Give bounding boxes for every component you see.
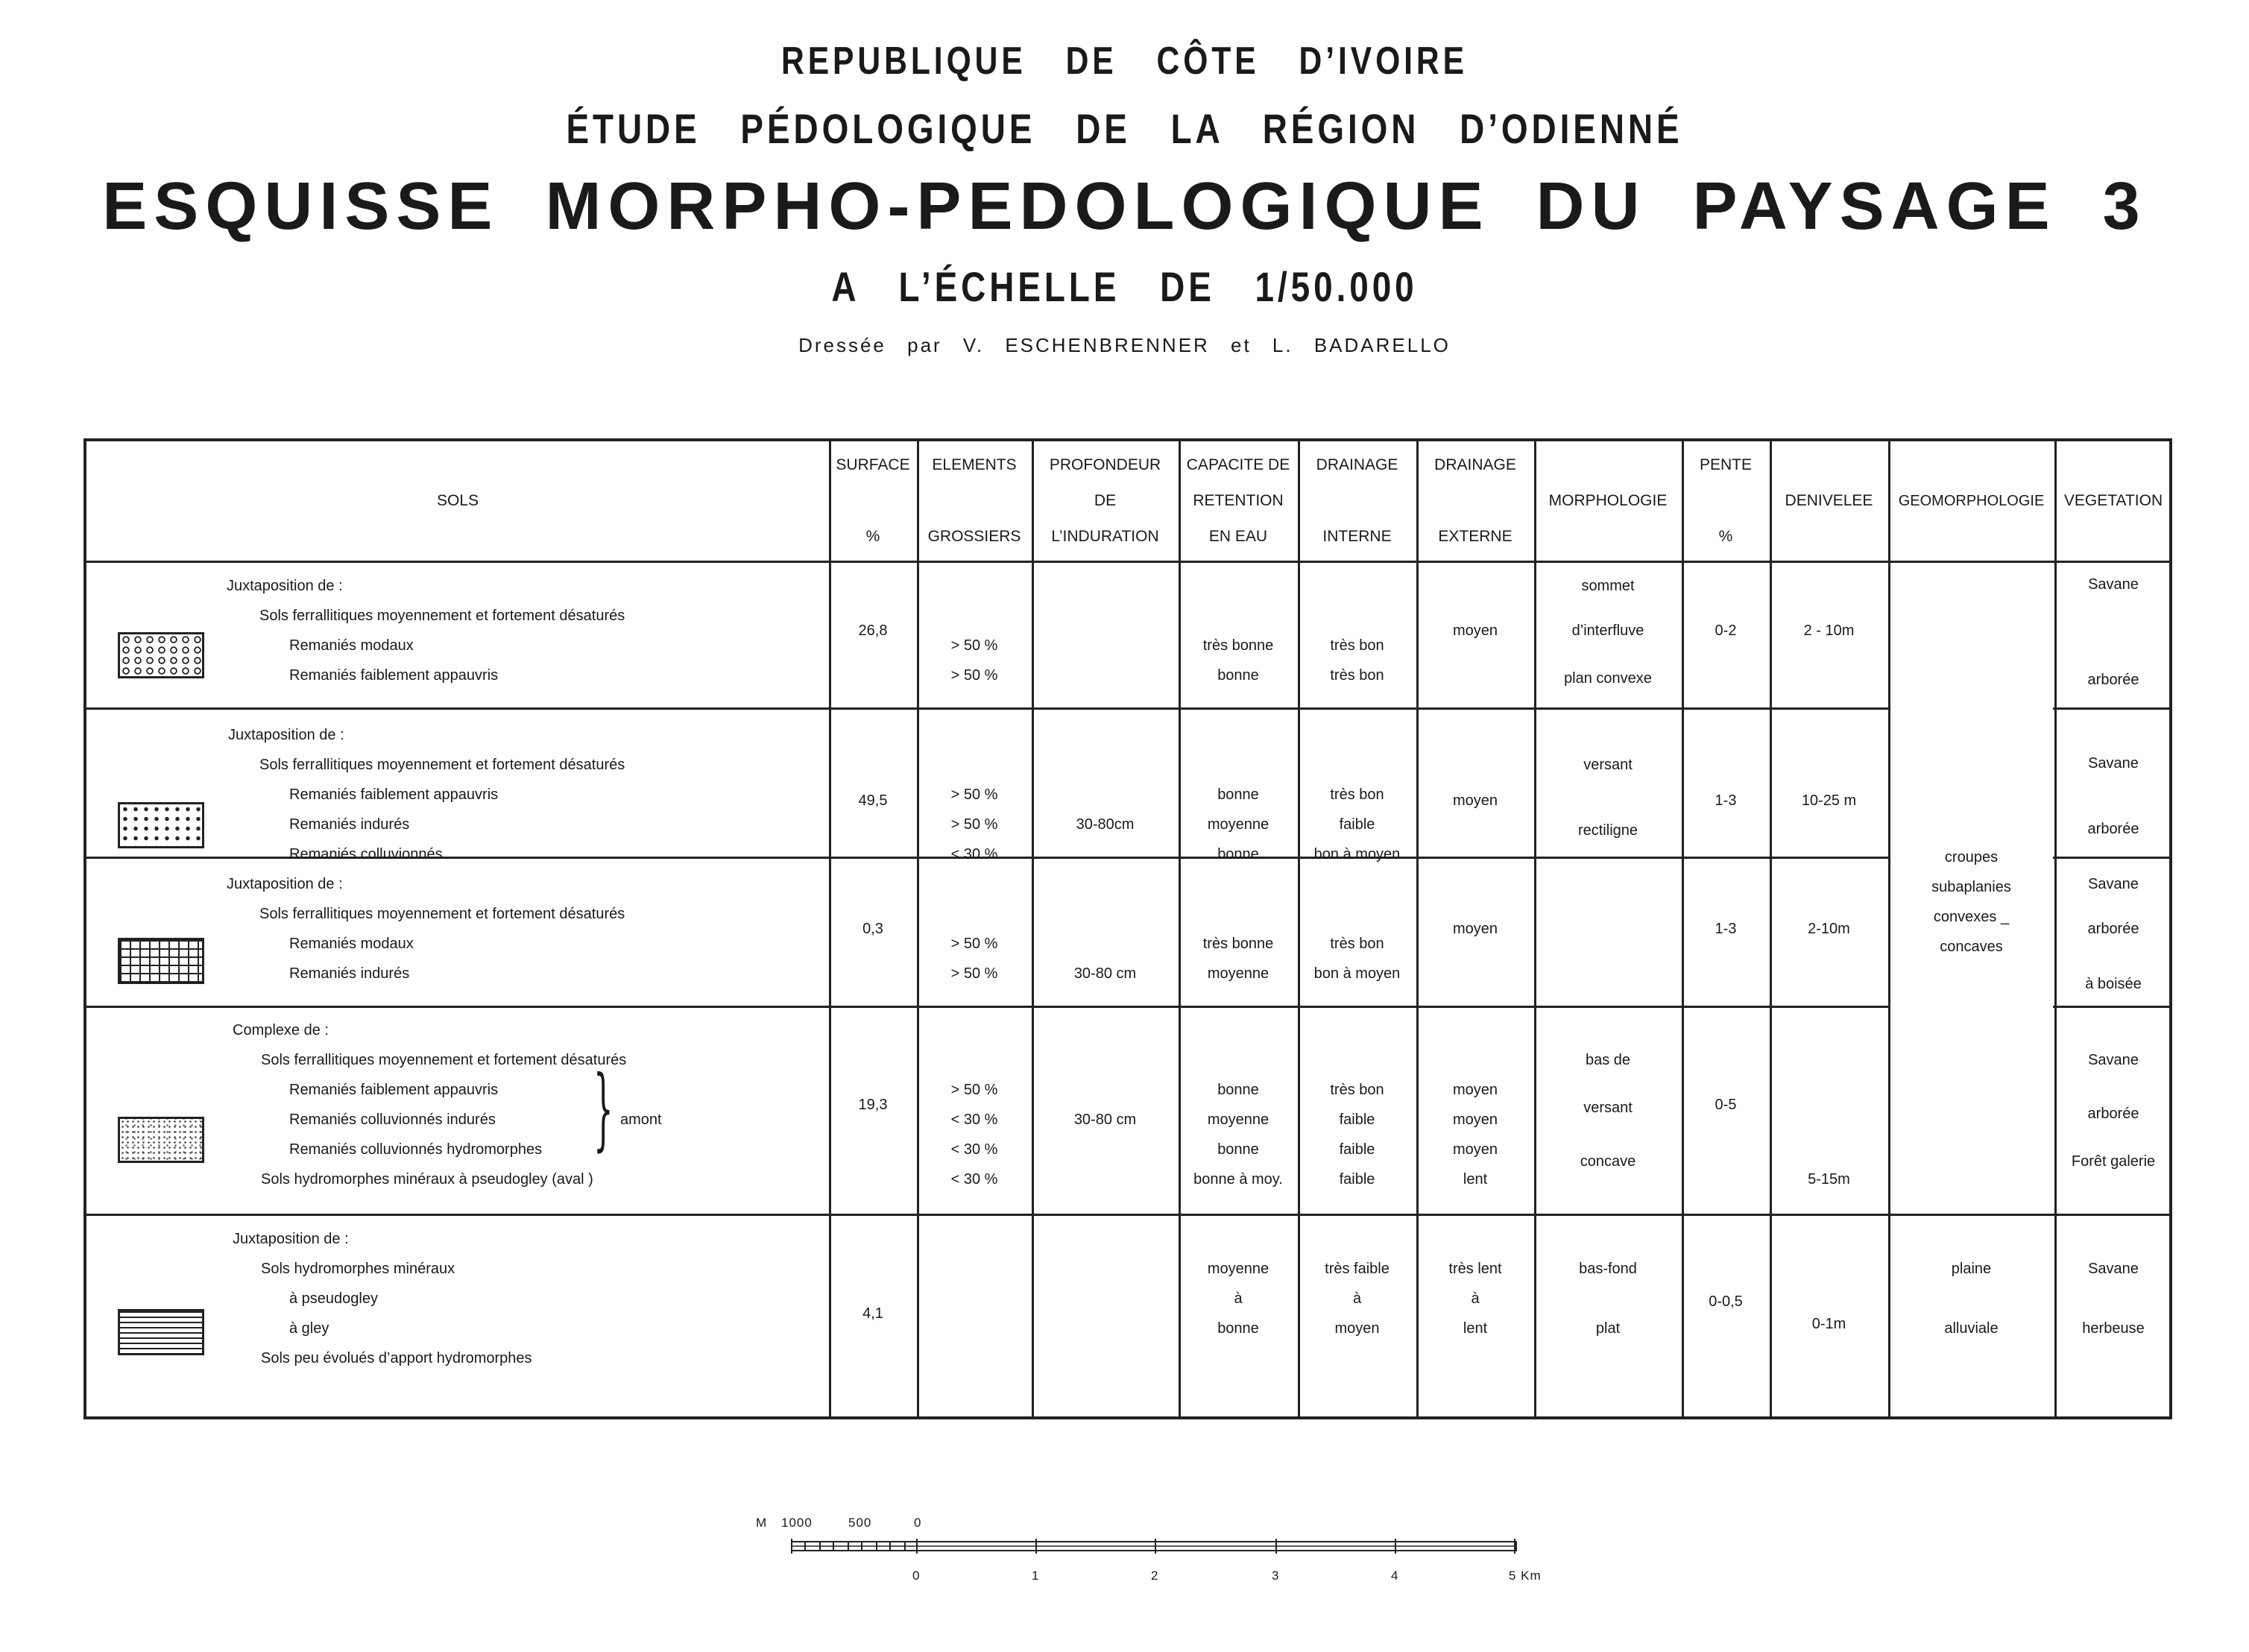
drainage-externe-value: à <box>1471 1290 1480 1307</box>
pente-value: 1-3 <box>1715 921 1737 937</box>
header-surface-unit: % <box>865 528 880 545</box>
elements-value: < 30 % <box>950 1112 998 1128</box>
capacite-value: bonne <box>1217 846 1259 863</box>
geomorphologie-value: croupes <box>1944 849 1999 866</box>
sols-line: Sols peu évolués d’apport hydromorphes <box>261 1350 532 1366</box>
row-divider <box>86 561 2169 563</box>
header-geomorphologie: GEOMORPHOLOGIE <box>1898 493 2045 509</box>
sols-line: Remaniés faiblement appauvris <box>289 1082 499 1098</box>
drainage-interne-value: à <box>1352 1290 1362 1307</box>
sols-line: Sols ferrallitiques moyennement et fortement désaturés <box>259 757 625 773</box>
header-drainage-interne-2: INTERNE <box>1322 528 1392 545</box>
capacite-value: bonne à moy. <box>1193 1171 1283 1188</box>
legend-pattern-stipple <box>118 1117 204 1163</box>
elements-value: > 50 % <box>950 965 998 982</box>
drainage-interne-value: très bon <box>1330 936 1384 952</box>
sols-line: Sols hydromorphes minéraux à pseudogley (aval ) <box>261 1171 593 1188</box>
sols-line: Remaniés colluvionnés <box>289 846 443 863</box>
sols-line: Remaniés indurés <box>289 965 410 982</box>
scale-km-tick-label: 5 Km <box>1509 1569 1542 1583</box>
capacite-value: très bonne <box>1202 936 1274 952</box>
capacite-value: moyenne <box>1207 816 1269 833</box>
capacite-value: bonne <box>1217 667 1259 684</box>
pente-value: 0-2 <box>1715 622 1737 639</box>
surface-value: 26,8 <box>858 622 888 639</box>
sols-line: Remaniés faiblement appauvris <box>289 667 499 684</box>
drainage-externe-value: moyen <box>1452 622 1498 639</box>
capacite-value: moyenne <box>1207 965 1269 982</box>
scale-left-tick-label: 500 <box>848 1516 872 1530</box>
elements-value: < 30 % <box>950 1141 998 1158</box>
vegetation-value: arborée <box>2087 1106 2139 1122</box>
legend-pattern-circles <box>118 632 204 678</box>
merged-cell-mask <box>1890 706 2053 710</box>
sols-line: Complexe de : <box>233 1022 329 1038</box>
capacite-value: bonne <box>1217 786 1259 803</box>
morphologie-value: concave <box>1580 1153 1636 1170</box>
header-sols: SOLS <box>436 492 479 509</box>
sols-line: à pseudogley <box>289 1290 378 1307</box>
capacite-value: très bonne <box>1202 637 1274 654</box>
drainage-externe-value: moyen <box>1452 1082 1498 1098</box>
geomorphologie-value: convexes _ <box>1933 909 2010 925</box>
header-vegetation: VEGETATION <box>2063 492 2163 509</box>
elements-value: > 50 % <box>950 936 998 952</box>
header-authors: Dressée par V. ESCHENBRENNER et L. BADARELLO <box>798 334 1451 356</box>
morphologie-value: versant <box>1583 757 1633 773</box>
profondeur-value: 30-80cm <box>1076 816 1135 833</box>
drainage-interne-value: très bon <box>1330 1082 1384 1098</box>
scale-km-tick-label: 0 <box>912 1569 921 1583</box>
header-republic: REPUBLIQUE DE CÔTE D’IVOIRE <box>780 40 1469 83</box>
drainage-interne-value: très bon <box>1330 637 1384 654</box>
drainage-externe-value: moyen <box>1452 1112 1498 1128</box>
col-divider <box>1032 441 1034 1416</box>
drainage-interne-value: bon à moyen <box>1313 965 1401 982</box>
vegetation-value: Savane <box>2088 1052 2139 1068</box>
surface-value: 4,1 <box>862 1305 883 1322</box>
scale-unit-label: M <box>756 1516 768 1530</box>
elements-value: > 50 % <box>950 667 998 684</box>
profondeur-value: 30-80 cm <box>1073 1112 1137 1128</box>
morphologie-value: sommet <box>1581 578 1635 594</box>
sols-line: Juxtaposition de : <box>227 578 343 594</box>
vegetation-value: Forêt galerie <box>2071 1153 2156 1170</box>
sols-line: Remaniés colluvionnés indurés <box>289 1112 496 1128</box>
sols-line: Remaniés faiblement appauvris <box>289 786 499 803</box>
header-elements: ELEMENTS <box>932 456 1017 473</box>
capacite-value: moyenne <box>1207 1112 1269 1128</box>
drainage-interne-value: très faible <box>1325 1261 1390 1277</box>
header-capacite: CAPACITE DE <box>1186 456 1290 473</box>
capacite-value: bonne <box>1217 1320 1259 1337</box>
capacite-value: bonne <box>1217 1082 1259 1098</box>
legend-pattern-grid <box>118 938 204 984</box>
pente-value: 1-3 <box>1715 792 1737 809</box>
vegetation-value: arborée <box>2087 921 2139 937</box>
scale-km-tick-label: 3 <box>1272 1569 1280 1583</box>
sols-line: Juxtaposition de : <box>228 727 344 743</box>
drainage-interne-value: bon à moyen <box>1313 846 1401 863</box>
geomorphologie-value: subaplanies <box>1931 879 2011 895</box>
drainage-interne-value: moyen <box>1334 1320 1380 1337</box>
legend-pattern-dots <box>118 802 204 848</box>
profondeur-value: 30-80 cm <box>1073 965 1137 982</box>
scale-km-tick-label: 4 <box>1391 1569 1399 1583</box>
legend-pattern-lines <box>118 1309 204 1355</box>
elements-value: > 50 % <box>950 637 998 654</box>
brace-symbol: } <box>593 1057 613 1161</box>
header-elements-2: GROSSIERS <box>927 528 1021 545</box>
denivelee-value: 0-1m <box>1811 1316 1846 1332</box>
drainage-interne-value: faible <box>1339 1112 1375 1128</box>
row-divider <box>86 707 2169 710</box>
capacite-value: bonne <box>1217 1141 1259 1158</box>
page-title: ESQUISSE MORPHO-PEDOLOGIQUE DU PAYSAGE 3 <box>102 169 2147 244</box>
morphologie-value: rectiligne <box>1577 822 1638 839</box>
row-divider <box>86 1006 2169 1008</box>
header-capacite-2: RETENTION <box>1193 492 1284 509</box>
elements-value: < 30 % <box>950 846 998 863</box>
sols-line: Sols ferrallitiques moyennement et fortement désaturés <box>261 1052 627 1068</box>
morphologie-value: plat <box>1595 1320 1621 1337</box>
sols-line: Sols hydromorphes minéraux <box>261 1261 455 1277</box>
morphologie-value: d’interfluve <box>1571 622 1644 639</box>
vegetation-value: à boisée <box>2085 976 2142 992</box>
sols-line: Remaniés modaux <box>289 936 414 952</box>
capacite-value: à <box>1234 1290 1243 1307</box>
row-divider <box>86 1214 2169 1216</box>
drainage-interne-value: très bon <box>1330 786 1384 803</box>
drainage-interne-value: faible <box>1339 1171 1375 1188</box>
drainage-externe-value: lent <box>1463 1171 1488 1188</box>
denivelee-value: 2-10m <box>1808 921 1850 937</box>
denivelee-value: 5-15m <box>1808 1171 1850 1188</box>
morphologie-value: versant <box>1583 1100 1633 1116</box>
sols-line: Remaniés indurés <box>289 816 410 833</box>
elements-value: > 50 % <box>950 1082 998 1098</box>
header-pente-unit: % <box>1718 528 1733 545</box>
denivelee-value: 10-25 m <box>1801 792 1857 809</box>
sols-line: Juxtaposition de : <box>233 1231 349 1247</box>
morphologie-value: bas de <box>1585 1052 1631 1068</box>
geomorphologie-value: alluviale <box>1944 1320 1999 1337</box>
elements-value: > 50 % <box>950 786 998 803</box>
merged-cell-mask <box>1890 1004 2053 1008</box>
morphologie-value: bas-fond <box>1579 1261 1637 1277</box>
scale-left-tick-label: 0 <box>914 1516 922 1530</box>
drainage-externe-value: moyen <box>1452 1141 1498 1158</box>
geomorphologie-value: plaine <box>1951 1261 1992 1277</box>
scale-bar-graphic <box>790 1536 1521 1566</box>
header-drainage-externe-2: EXTERNE <box>1438 528 1513 545</box>
geomorphologie-value: concaves <box>1940 939 2003 955</box>
drainage-externe-value: moyen <box>1452 921 1498 937</box>
amont-label: amont <box>620 1112 662 1128</box>
drainage-interne-value: faible <box>1339 816 1375 833</box>
sols-line: Sols ferrallitiques moyennement et fortement désaturés <box>259 608 625 624</box>
header-denivelee: DENIVELEE <box>1785 492 1873 509</box>
header-capacite-3: EN EAU <box>1208 528 1268 545</box>
header-study: ÉTUDE PÉDOLOGIQUE DE LA RÉGION D’ODIENNÉ <box>566 105 1683 152</box>
denivelee-value: 2 - 10m <box>1803 622 1855 639</box>
vegetation-value: arborée <box>2087 672 2139 688</box>
header-drainage-interne: DRAINAGE <box>1316 456 1398 473</box>
header-drainage-externe: DRAINAGE <box>1434 456 1516 473</box>
surface-value: 0,3 <box>862 921 883 937</box>
scale-km-tick-label: 1 <box>1032 1569 1040 1583</box>
surface-value: 49,5 <box>858 792 888 809</box>
vegetation-value: herbeuse <box>2082 1320 2145 1337</box>
drainage-interne-value: faible <box>1339 1141 1375 1158</box>
header-morphologie: MORPHOLOGIE <box>1548 492 1668 509</box>
pente-value: 0-5 <box>1715 1097 1737 1113</box>
drainage-externe-value: lent <box>1463 1320 1488 1337</box>
pente-value: 0-0,5 <box>1709 1293 1743 1310</box>
sols-line: à gley <box>289 1320 329 1337</box>
morphologie-value: plan convexe <box>1564 670 1652 687</box>
drainage-externe-value: très lent <box>1448 1261 1502 1277</box>
capacite-value: moyenne <box>1207 1261 1269 1277</box>
header-profondeur: PROFONDEUR <box>1049 456 1161 473</box>
drainage-interne-value: très bon <box>1330 667 1384 684</box>
sols-line: Remaniés modaux <box>289 637 414 654</box>
elements-value: < 30 % <box>950 1171 998 1188</box>
vegetation-value: Savane <box>2088 876 2139 892</box>
vegetation-value: arborée <box>2087 821 2139 837</box>
scale-km-tick-label: 2 <box>1151 1569 1159 1583</box>
header-profondeur-2: DE <box>1094 492 1117 509</box>
header-scale: A L’ÉCHELLE DE 1/50.000 <box>831 263 1418 310</box>
vegetation-value: Savane <box>2088 1261 2139 1277</box>
scale-left-tick-label: 1000 <box>781 1516 813 1530</box>
vegetation-value: Savane <box>2088 576 2139 593</box>
sols-line: Juxtaposition de : <box>227 876 343 892</box>
drainage-externe-value: moyen <box>1452 792 1498 809</box>
header-pente: PENTE <box>1699 456 1752 473</box>
sols-line: Remaniés colluvionnés hydromorphes <box>289 1141 543 1158</box>
elements-value: > 50 % <box>950 816 998 833</box>
soil-table <box>83 438 2172 1419</box>
header-surface: SURFACE <box>836 456 910 473</box>
header-profondeur-3: L’INDURATION <box>1051 528 1159 545</box>
vegetation-value: Savane <box>2088 755 2139 772</box>
surface-value: 19,3 <box>858 1097 888 1113</box>
sols-line: Sols ferrallitiques moyennement et fortement désaturés <box>259 906 625 922</box>
